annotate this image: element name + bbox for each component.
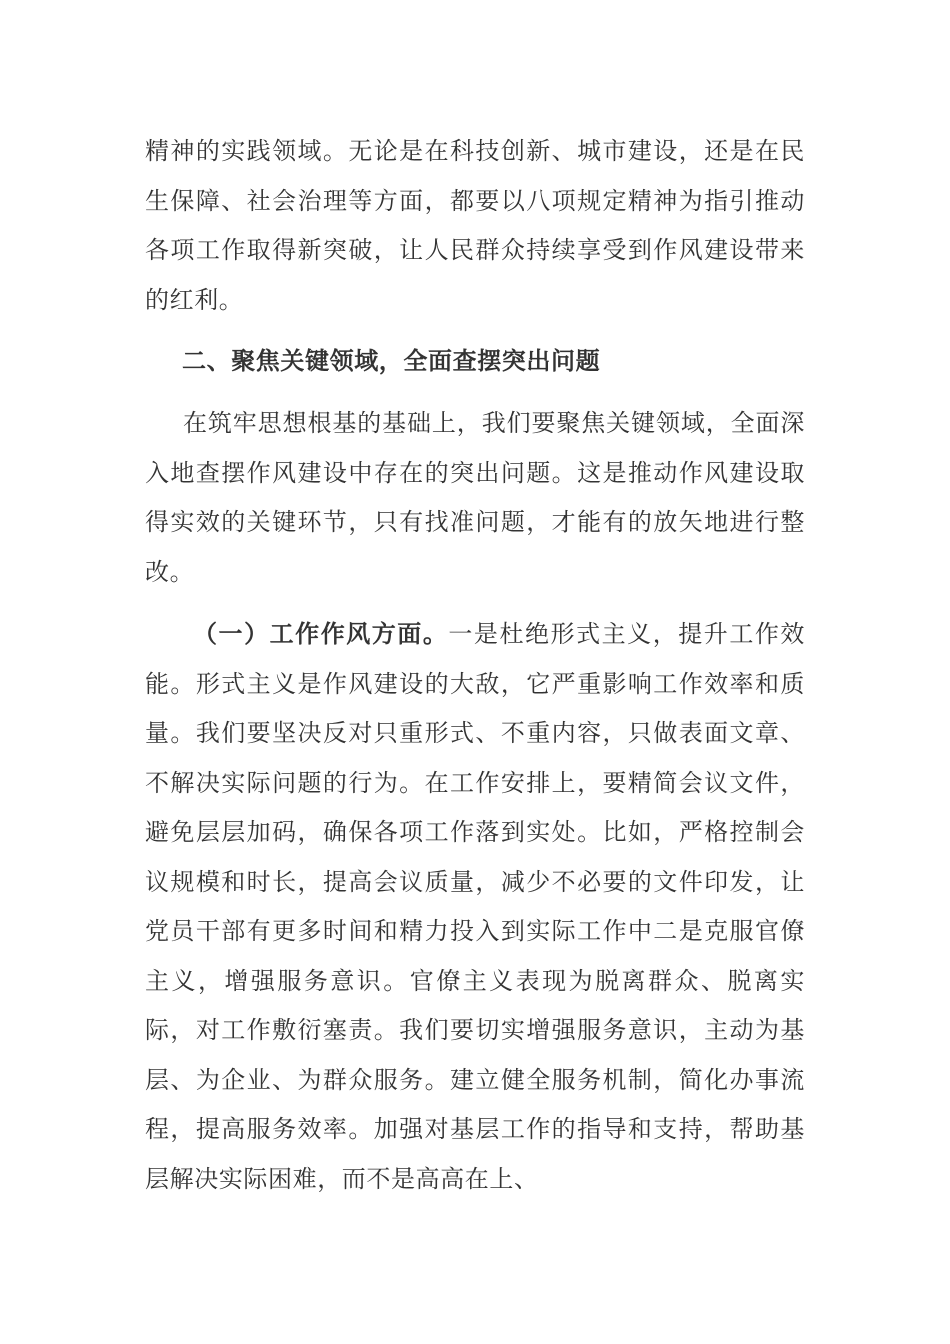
body-paragraph-2: 在筑牢思想根基的基础上，我们要聚焦关键领域，全面深入地查摆作风建设中存在的突出问题。这是推动作风建设取得实效的关键环节，只有找准问题，才能有的放矢地进行整改。: [145, 409, 805, 586]
body-paragraph-3: [145, 610, 805, 1204]
body-paragraph-1: 精神的实践领域。无论是在科技创新、城市建设，还是在民生保障、社会治理等方面，都要以八项规定精神为指引推动各项工作取得新突破，让人民群众持续享受到作风建设带来的红利。: [145, 137, 805, 314]
subsection-lead: （一）工作作风方面。: [193, 620, 449, 648]
subsection-body: 一是杜绝形式主义，提升工作效能。形式主义是作风建设的大敌，它严重影响工作效率和质量。我们要坚决反对只重形式、不重内容，只做表面文章、不解决实际问题的行为。在工作安排上，要精简会议文件，避免层层加码，确保各项工作落到实处。比如，严格控制会议规模和时长，提高会议质量，减少不必要的文件印发，让党员干部有更多时间和精力投入到实际工作中二是克服官僚主义，增强服务意识。官僚主义表现为脱离群众、脱离实际，对工作敷衍塞责。我们要切实增强服务意识，主动为基层、为企业、为群众服务。建立健全服务机制，简化办事流程，提高服务效率。加强对基层工作的指导和支持，帮助基层解决实际困难，而不是高高在上、: [145, 620, 805, 1193]
section-heading-2: 二、聚焦关键领域，全面查摆突出问题: [182, 347, 601, 375]
